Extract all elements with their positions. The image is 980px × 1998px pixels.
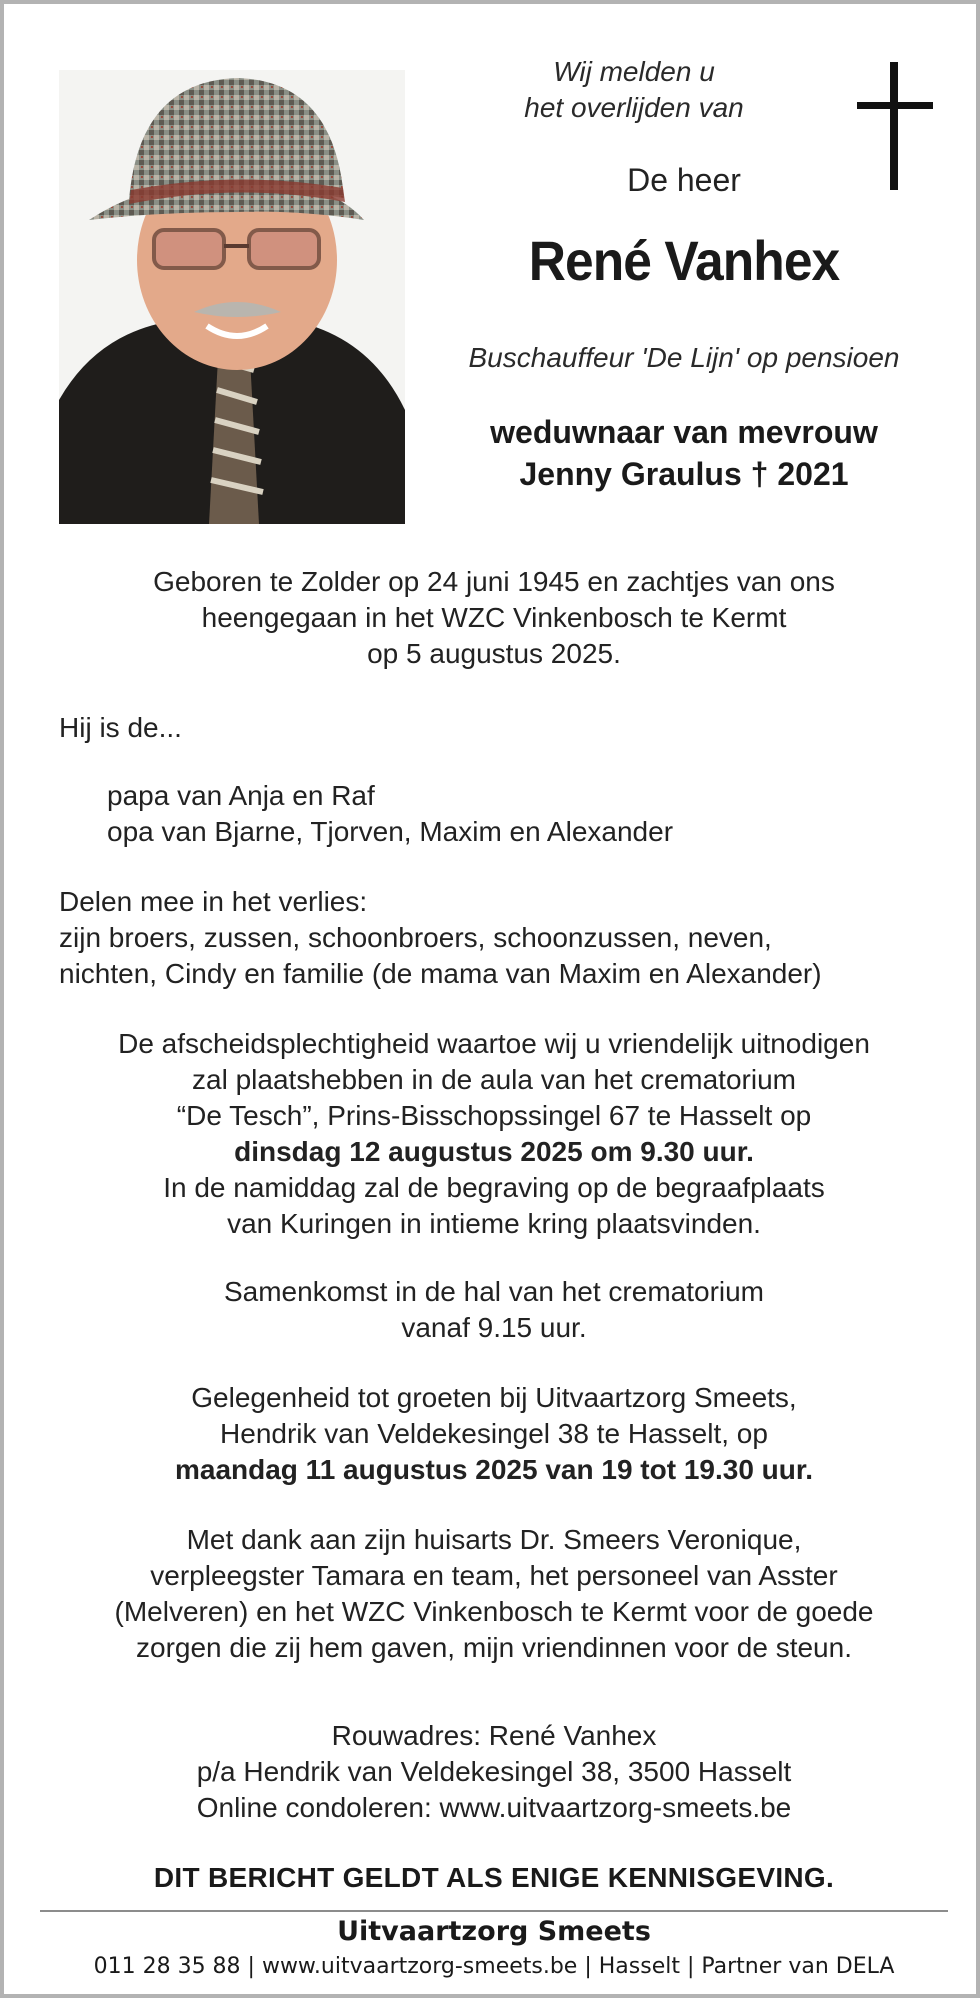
sharing-section — [59, 884, 929, 992]
deceased-name: René Vanhex — [528, 229, 840, 292]
intro-line: het overlijden van — [524, 92, 744, 123]
text-line: Met dank aan zijn huisarts Dr. Smeers Veronique, — [186, 1524, 802, 1555]
birth-section — [59, 564, 929, 672]
text-line: vanaf 9.15 uur. — [401, 1312, 587, 1343]
divider — [40, 1910, 948, 1912]
funeral-home-contact: 011 28 35 88 | www.uitvaartzorg-smeets.be | Hasselt | Partner van DELA — [93, 1954, 895, 1979]
text-line: nichten, Cindy en familie (de mama van Maxim en Alexander) — [59, 958, 822, 989]
text-line: Delen mee in het verlies: — [59, 886, 368, 917]
ceremony-section — [59, 1026, 929, 1242]
ceremony-date: dinsdag 12 augustus 2025 om 9.30 uur. — [234, 1136, 754, 1167]
gathering-section — [59, 1274, 929, 1346]
text-line: Samenkomst in de hal van het crematorium — [223, 1276, 765, 1307]
text-line: zijn broers, zussen, schoonbroers, schoonzussen, neven, — [59, 922, 772, 953]
text-line: opa van Bjarne, Tjorven, Maxim en Alexander — [107, 816, 674, 847]
text-line: zal plaatshebben in de aula van het crematorium — [192, 1064, 796, 1095]
text-line: Rouwadres: René Vanhex — [331, 1720, 657, 1751]
text-line: zorgen die zij hem gaven, mijn vriendinnen voor de steun. — [136, 1632, 852, 1663]
widower-line: weduwnaar van mevrouw — [490, 414, 878, 450]
thanks-section — [59, 1522, 929, 1666]
widower-line: Jenny Graulus † 2021 — [519, 456, 849, 492]
text-line: verpleegster Tamara en team, het personeel van Asster — [150, 1560, 838, 1591]
text-line: “De Tesch”, Prins-Bisschopssingel 67 te Hasselt op — [176, 1100, 812, 1131]
text-line: Geboren te Zolder op 24 juni 1945 en zachtjes van ons — [153, 566, 835, 597]
intro-line: Wij melden u — [553, 56, 715, 87]
text-line: papa van Anja en Raf — [107, 780, 375, 811]
text-line: (Melveren) en het WZC Vinkenbosch te Kermt voor de goede — [114, 1596, 874, 1627]
funeral-home-name: Uitvaartzorg Smeets — [337, 1916, 651, 1947]
greeting-date: maandag 11 augustus 2025 van 19 tot 19.30 uur. — [174, 1454, 814, 1485]
text-line: Hendrik van Veldekesingel 38 te Hasselt, op — [220, 1418, 768, 1449]
honorific: De heer — [627, 162, 741, 198]
family-heading: Hij is de... — [59, 712, 182, 743]
text-line: In de namiddag zal de begraving op de begraafplaats — [163, 1172, 825, 1203]
family-section — [59, 778, 977, 850]
text-line: van Kuringen in intieme kring plaatsvinden. — [227, 1208, 761, 1239]
portrait-photo — [59, 70, 405, 524]
text-line: Gelegenheid tot groeten bij Uitvaartzorg Smeets, — [191, 1382, 797, 1413]
text-line: De afscheidsplechtigheid waartoe wij u vriendelijk uitnodigen — [118, 1028, 870, 1059]
text-line: op 5 augustus 2025. — [367, 638, 621, 669]
occupation: Buschauffeur 'De Lijn' op pensioen — [468, 342, 900, 373]
text-line: Online condoleren: www.uitvaartzorg-smeets.be — [196, 1792, 792, 1823]
address-section — [59, 1718, 929, 1826]
text-line: p/a Hendrik van Veldekesingel 38, 3500 Hasselt — [196, 1756, 792, 1787]
notice-text: DIT BERICHT GELDT ALS ENIGE KENNISGEVING. — [153, 1862, 835, 1893]
greeting-section — [59, 1380, 929, 1488]
text-line: heengegaan in het WZC Vinkenbosch te Kermt — [201, 602, 787, 633]
